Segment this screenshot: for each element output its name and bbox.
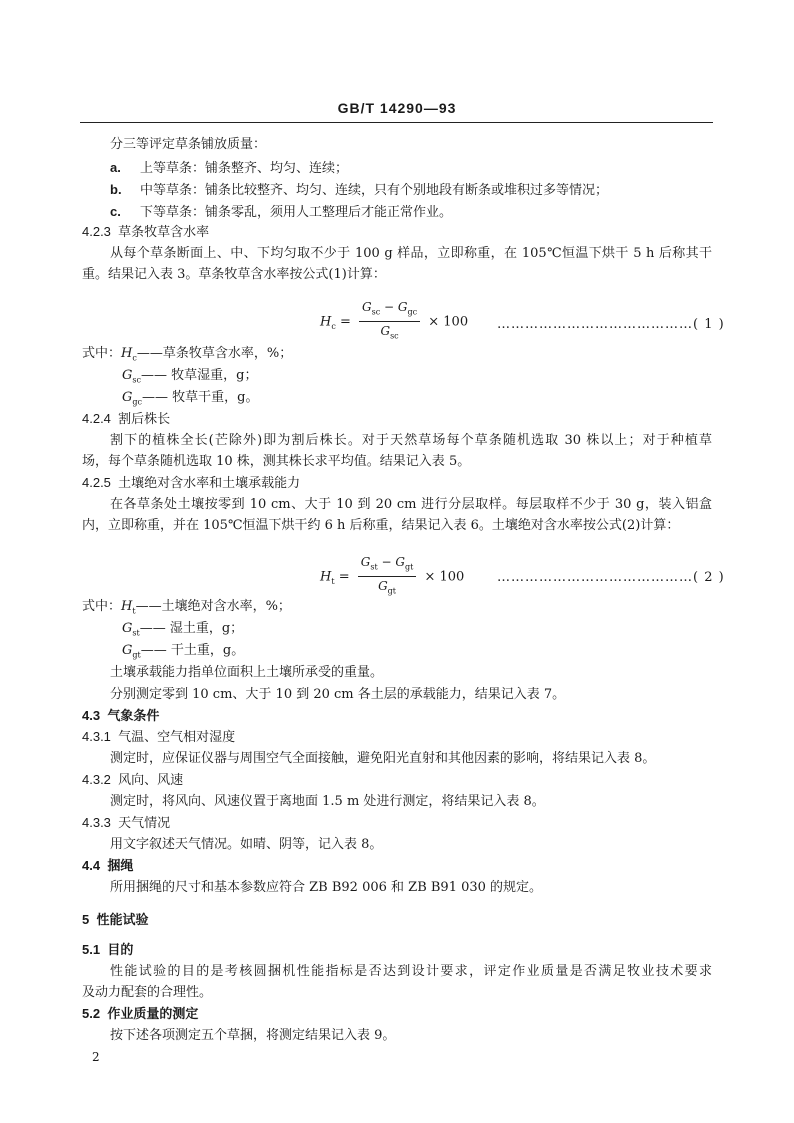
formula-numerator bbox=[359, 300, 420, 322]
where-prefix: 式中： bbox=[82, 346, 122, 361]
symbol: G bbox=[122, 621, 133, 636]
section-heading-5 bbox=[82, 911, 148, 929]
section-number: 5.1 bbox=[82, 942, 101, 957]
minus-sign: − bbox=[384, 300, 395, 314]
definition: —— 牧草湿重，g； bbox=[140, 368, 258, 383]
section-number: 4.2.3 bbox=[82, 224, 111, 239]
symbol: G bbox=[122, 368, 133, 383]
section-heading-4-2-5 bbox=[82, 474, 300, 492]
leader-dots: …………………………………… bbox=[497, 570, 693, 585]
definition: ——草条牧草含水率，%； bbox=[136, 346, 293, 361]
formula-lhs: H bbox=[320, 569, 332, 585]
formula-multiplier: × 100 bbox=[424, 569, 465, 585]
section-title: 捆绳 bbox=[107, 858, 134, 873]
subscript: t bbox=[132, 606, 136, 616]
paragraph-line: 内，立即称重，并在 105℃恒温下烘干约 6 h 后称重，结果记入表 6。土壤绝对含水率按公式(2)计算： bbox=[82, 518, 680, 533]
subscript: sc bbox=[371, 307, 381, 317]
paragraph-line: 按下述各项测定五个草捆，将测定结果记入表 9。 bbox=[110, 1028, 396, 1043]
section-number: 4.3.2 bbox=[82, 772, 111, 787]
list-text: 下等草条：铺条零乱，须用人工整理后才能正常作业。 bbox=[140, 205, 453, 220]
section-heading-4-3 bbox=[82, 707, 159, 725]
standard-number-header: GB/T 14290—93 bbox=[337, 100, 457, 116]
section-heading-4-4 bbox=[82, 857, 133, 875]
where-line bbox=[122, 367, 257, 390]
paragraph-line: 在各草条处土壤按零到 10 cm、大于 10 到 20 cm 进行分层取样。每层取样不少于 30 g，装入铝盒 bbox=[110, 497, 712, 512]
section-number: 4.4 bbox=[82, 858, 101, 873]
subscript: sc bbox=[390, 331, 399, 341]
formula-denominator bbox=[358, 577, 417, 598]
where-line bbox=[82, 345, 292, 368]
paragraph-line: 用文字叙述天气情况。如晴、阴等，记入表 8。 bbox=[110, 837, 383, 852]
definition: —— 干土重，g。 bbox=[140, 643, 245, 658]
list-marker: b. bbox=[110, 182, 122, 197]
section-title: 土壤绝对含水率和土壤承载能力 bbox=[118, 475, 301, 490]
section-number: 4.3 bbox=[82, 708, 101, 723]
formula-denominator bbox=[359, 322, 420, 343]
section-number: 4.2.4 bbox=[82, 411, 111, 426]
subscript: gc bbox=[132, 397, 142, 407]
paragraph-line: 及动力配套的合理性。 bbox=[82, 985, 213, 1000]
minus-sign: − bbox=[381, 555, 392, 569]
subscript: gt bbox=[132, 650, 141, 660]
formula-2 bbox=[320, 555, 464, 599]
list-item-c bbox=[110, 203, 452, 222]
header-rule bbox=[80, 122, 713, 123]
symbol: G bbox=[360, 555, 371, 569]
subscript: gt bbox=[404, 562, 414, 572]
where-line bbox=[122, 389, 258, 412]
intro-line: 分三等评定草条铺放质量： bbox=[110, 137, 267, 152]
section-heading-5-1 bbox=[82, 941, 133, 959]
section-title: 作业质量的测定 bbox=[107, 1006, 199, 1021]
section-title: 气温、空气相对湿度 bbox=[118, 729, 236, 744]
subscript: st bbox=[132, 628, 140, 638]
paragraph-line: 重。结果记入表 3。草条牧草含水率按公式(1)计算： bbox=[82, 267, 386, 282]
formula-lhs: H bbox=[320, 314, 332, 330]
section-heading-4-2-3 bbox=[82, 223, 209, 241]
subscript: gt bbox=[387, 586, 396, 596]
formula-lhs-sub: t bbox=[331, 576, 335, 586]
leader-dots: …………………………………… bbox=[497, 317, 693, 332]
equation-label: ( 2 ) bbox=[693, 570, 725, 585]
where-prefix: 式中： bbox=[82, 599, 122, 614]
symbol: H bbox=[121, 599, 133, 614]
section-title: 天气情况 bbox=[118, 815, 171, 830]
equation-label: ( 1 ) bbox=[693, 317, 725, 332]
section-title: 性能试验 bbox=[96, 912, 149, 927]
symbol: H bbox=[121, 346, 133, 361]
paragraph-line: 割下的植株全长(芒除外)即为割后株长。对于天然草场每个草条随机选取 30 株以上；对于种植草 bbox=[110, 433, 712, 448]
equation-number-2 bbox=[497, 570, 725, 585]
symbol: G bbox=[122, 643, 133, 658]
section-heading-4-3-2 bbox=[82, 771, 183, 789]
symbol: G bbox=[397, 300, 408, 314]
section-title: 目的 bbox=[107, 942, 134, 957]
paragraph-line: 所用捆绳的尺寸和基本参数应符合 ZB B92 006 和 ZB B91 030 的规定。 bbox=[110, 880, 543, 895]
section-heading-4-3-1 bbox=[82, 728, 235, 746]
subscript: c bbox=[132, 353, 137, 363]
formula-numerator bbox=[358, 555, 417, 577]
list-text: 上等草条：铺条整齐、均匀、连续； bbox=[140, 161, 349, 176]
paragraph-line: 测定时，将风向、风速仪置于离地面 1.5 m 处进行测定，将结果记入表 8。 bbox=[110, 794, 545, 809]
where-line bbox=[82, 598, 291, 621]
section-number: 4.2.5 bbox=[82, 475, 111, 490]
symbol: G bbox=[122, 390, 133, 405]
paragraph-line: 测定时，应保证仪器与周围空气全面接触，避免阳光直射和其他因素的影响，将结果记入表 8。 bbox=[110, 751, 656, 766]
section-heading-4-2-4 bbox=[82, 410, 170, 428]
section-title: 草条牧草含水率 bbox=[118, 224, 210, 239]
paragraph-line: 分别测定零到 10 cm、大于 10 到 20 cm 各土层的承载能力，结果记入表 7。 bbox=[110, 687, 566, 702]
page-number: 2 bbox=[92, 1050, 100, 1064]
definition: —— 牧草干重，g。 bbox=[142, 390, 259, 405]
section-number: 5 bbox=[82, 912, 90, 927]
symbol: G bbox=[378, 579, 388, 594]
paragraph-line: 性能试验的目的是考核圆捆机性能指标是否达到设计要求，评定作业质量是否满足牧业技术要求 bbox=[110, 964, 712, 979]
section-title: 气象条件 bbox=[107, 708, 160, 723]
paragraph-line: 从每个草条断面上、中、下均匀取不少于 100 g 样品，立即称重，在 105℃恒温下烘干 5 h 后称其干 bbox=[110, 246, 712, 261]
section-heading-5-2 bbox=[82, 1005, 198, 1023]
formula-1 bbox=[320, 300, 468, 344]
list-item-b bbox=[110, 181, 608, 200]
paragraph-line: 场，每个草条随机选取 10 株，测其株长求平均值。结果记入表 5。 bbox=[82, 454, 471, 469]
formula-equals: = bbox=[338, 569, 350, 585]
definition: —— 湿土重，g； bbox=[139, 621, 244, 636]
section-title: 割后株长 bbox=[118, 411, 171, 426]
formula-fraction bbox=[358, 555, 417, 599]
symbol: G bbox=[380, 324, 391, 339]
section-heading-4-3-3 bbox=[82, 814, 170, 832]
symbol: G bbox=[362, 300, 372, 314]
subscript: gc bbox=[407, 307, 418, 317]
where-line bbox=[122, 642, 244, 665]
where-line bbox=[122, 620, 243, 643]
list-text: 中等草条：铺条比较整齐、均匀、连续，只有个别地段有断条或堆积过多等情况； bbox=[140, 183, 609, 198]
section-title: 风向、风速 bbox=[118, 772, 184, 787]
equation-number-1 bbox=[497, 317, 725, 332]
subscript: sc bbox=[132, 375, 141, 385]
formula-lhs-sub: c bbox=[331, 321, 336, 331]
formula-equals: = bbox=[339, 314, 351, 330]
section-number: 4.3.1 bbox=[82, 729, 111, 744]
symbol: G bbox=[395, 555, 405, 569]
formula-multiplier: × 100 bbox=[428, 314, 469, 330]
subscript: st bbox=[370, 562, 378, 572]
paragraph-line: 土壤承载能力指单位面积上土壤所承受的重量。 bbox=[110, 665, 384, 680]
list-marker: c. bbox=[110, 204, 121, 219]
list-item-a bbox=[110, 159, 348, 178]
section-number: 5.2 bbox=[82, 1006, 101, 1021]
section-number: 4.3.3 bbox=[82, 815, 111, 830]
formula-fraction bbox=[359, 300, 420, 344]
list-marker: a. bbox=[110, 160, 121, 175]
definition: ——土壤绝对含水率，%； bbox=[135, 599, 291, 614]
